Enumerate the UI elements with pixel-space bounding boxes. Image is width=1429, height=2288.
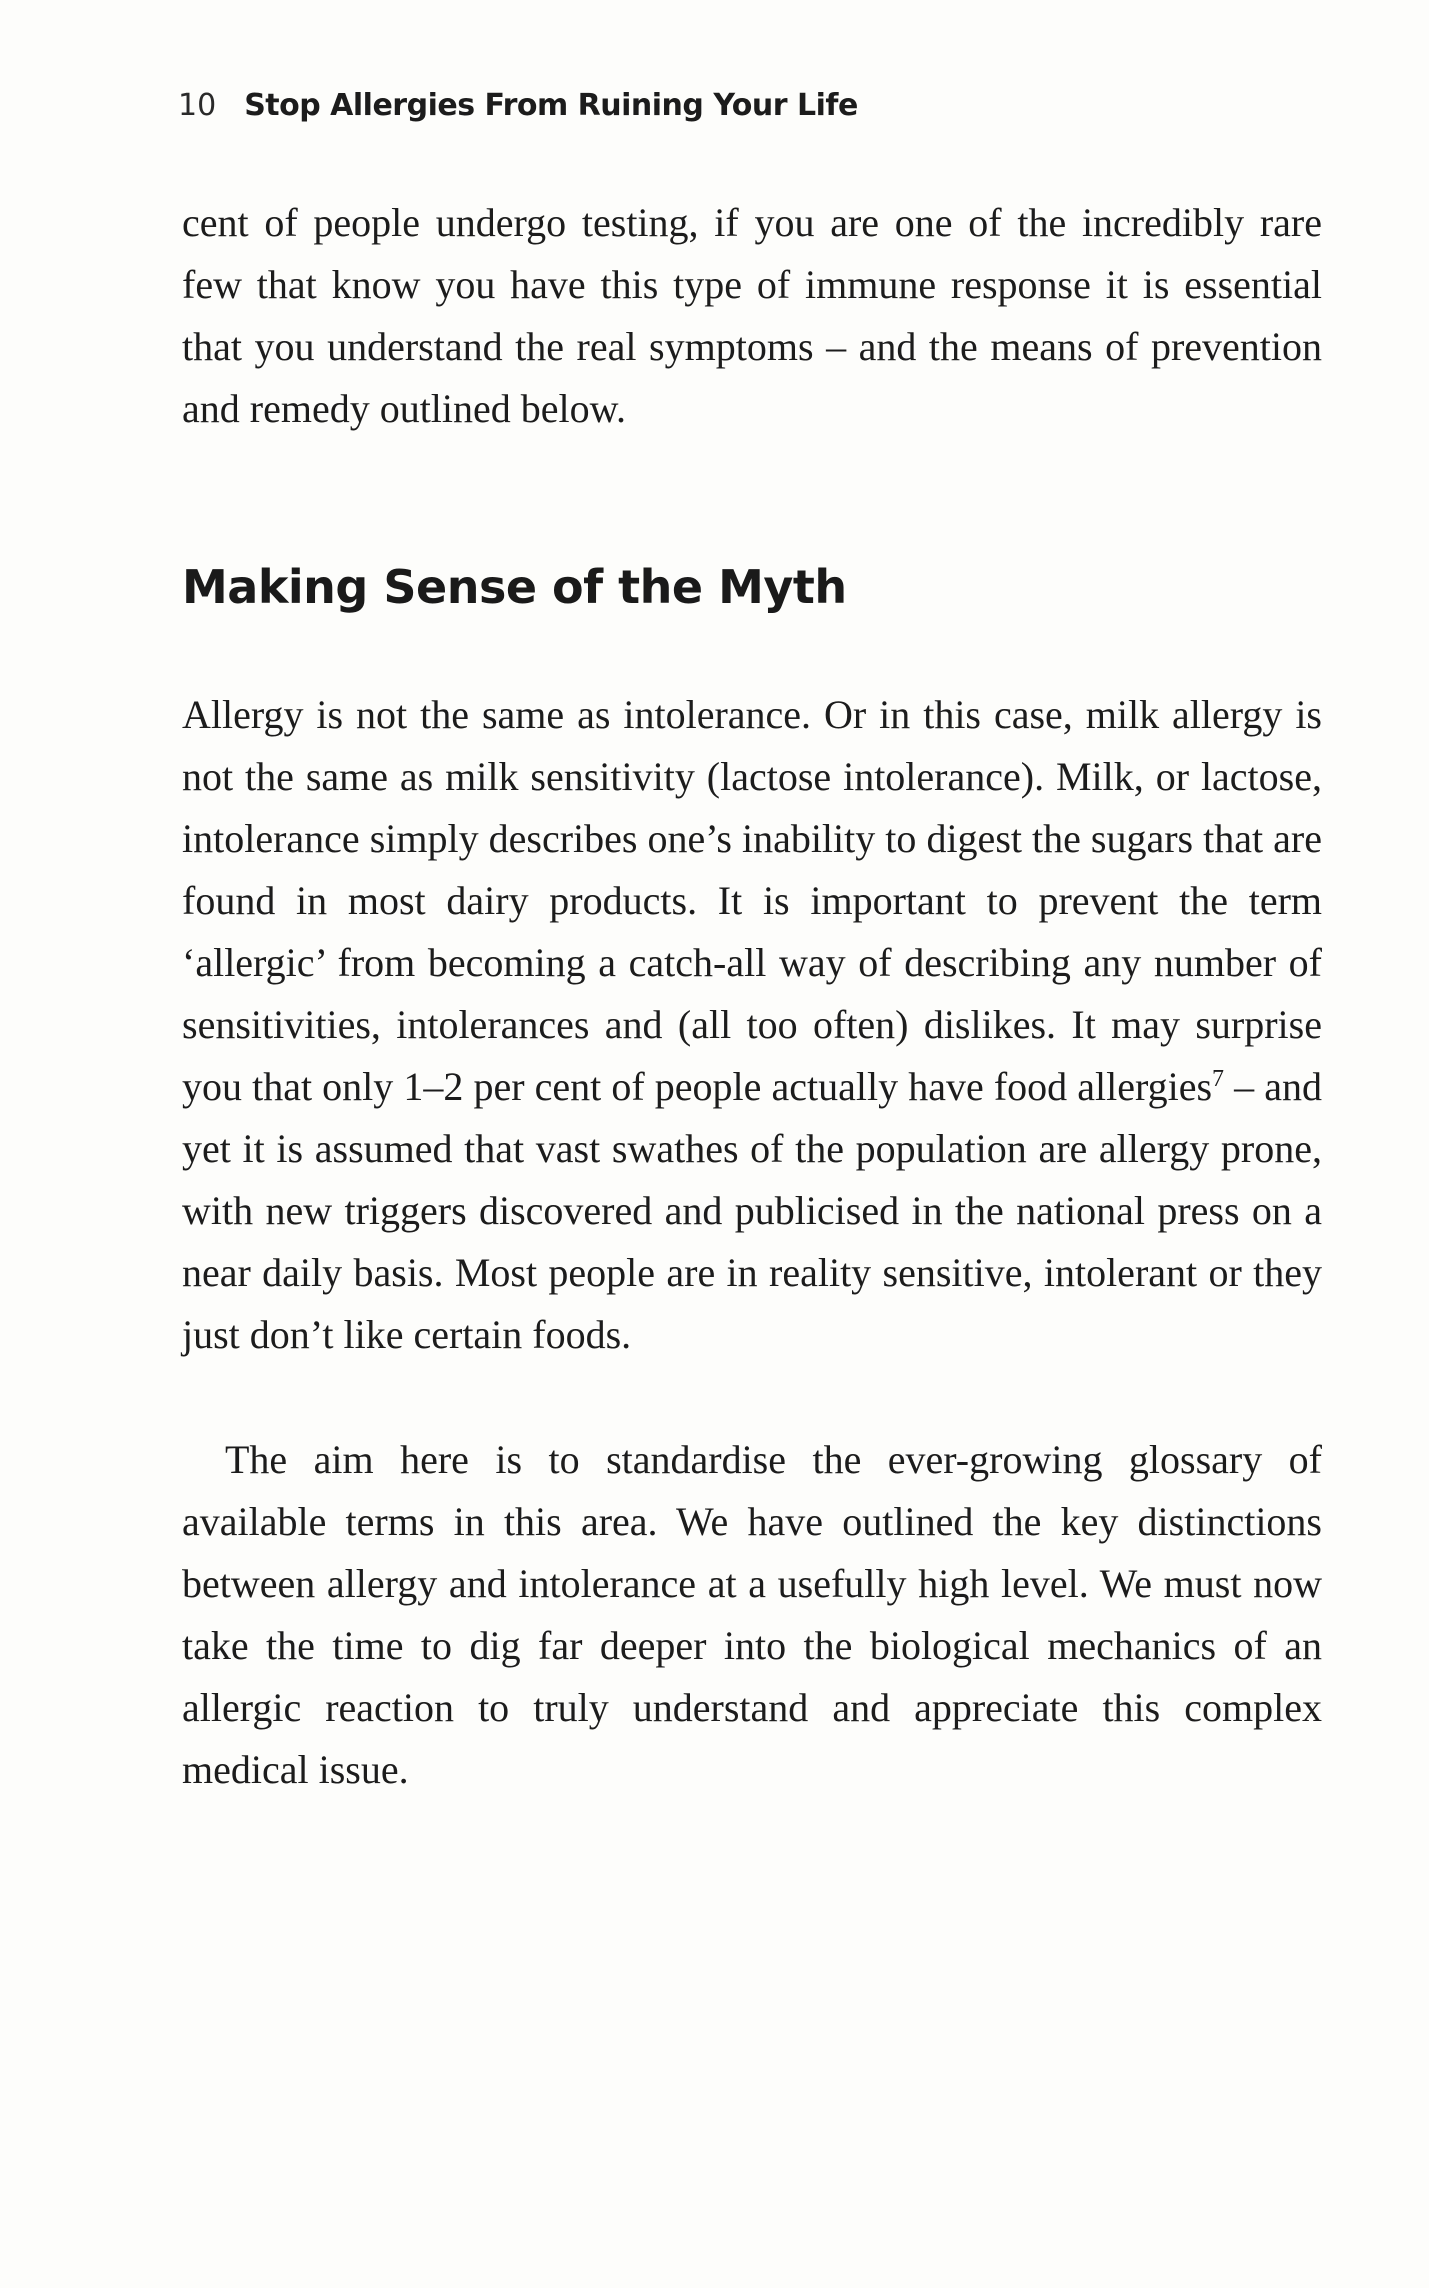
running-header bbox=[178, 86, 858, 126]
paragraph-allergy-vs-intolerance bbox=[182, 684, 1322, 1366]
running-title: Stop Allergies From Ruining Your Life bbox=[244, 88, 858, 123]
paragraph-text-part-1: Allergy is not the same as intolerance. Or in this case, milk allergy is not the same as milk sensitivity (lactose intolerance). Milk, or lactose, intolerance simply describes one’s inability to digest the sugars that are found in most dairy products. It is important to prevent the term ‘allergic’ from becoming a catch-all way of describing any number of sensitivities, intolerances and (all too often) dislikes. It may surprise you that only 1–2 per cent of people actually have food allergies bbox=[182, 692, 1322, 1109]
section-heading: Making Sense of the Myth bbox=[182, 560, 847, 614]
page-number: 10 bbox=[178, 88, 217, 123]
paragraph-continuation: cent of people undergo testing, if you are one of the incredibly rare few that know you have this type of immune response it is essential that you understand the real symptoms – and the means of prevention and remedy outlined below. bbox=[182, 200, 1322, 431]
paragraph-text-part-2: – and yet it is assumed that vast swathes of the population are allergy prone, with new triggers discovered and publicised in the national press on a near daily basis. Most people are in reality sensitive, intolerant or they just don’t like certain foods. bbox=[182, 1064, 1322, 1357]
paragraph-aim: The aim here is to standardise the ever-growing glossary of available terms in this area. We have outlined the key distinctions between allergy and intolerance at a usefully high level. We must now take the time to dig far deeper into the biological mechanics of an allergic reaction to truly understand and appreciate this complex medical issue. bbox=[182, 1437, 1322, 1792]
footnote-reference: 7 bbox=[1212, 1066, 1225, 1092]
